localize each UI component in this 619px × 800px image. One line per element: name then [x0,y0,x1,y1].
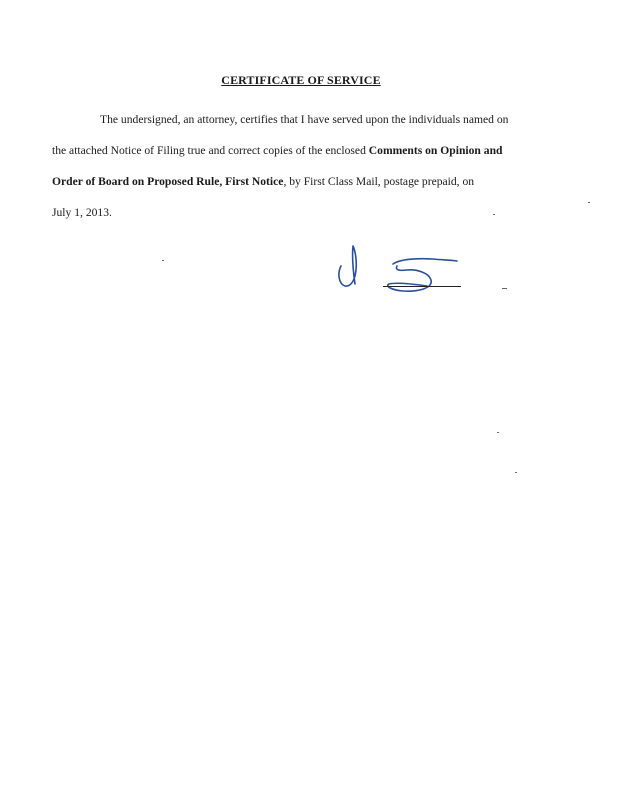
body-line-4 [52,197,552,228]
body-line-1 [52,104,552,135]
certificate-body [52,104,552,228]
body-line-2-text: the attached Notice of Filing true and correct copies of the enclosed [52,144,369,157]
document-title-bold-2: Order of Board on Proposed Rule, First Notice [52,175,284,188]
scan-speck [502,288,507,289]
scan-speck [497,432,499,433]
service-date: July 1, 2013. [52,206,112,219]
scan-speck [493,214,495,215]
body-line-3-text: , by First Class Mail, postage prepaid, on [283,175,475,188]
handwritten-signature [333,240,473,300]
document-title-bold-1: Comments on Opinion and [368,144,503,157]
scan-speck [162,260,164,261]
body-line-3 [52,166,552,197]
body-line-2 [52,135,552,166]
certificate-title: CERTIFICATE OF SERVICE [221,73,381,87]
scan-speck [588,202,590,203]
scan-speck [515,472,517,473]
signature-line [383,286,461,287]
body-line-1-text: The undersigned, an attorney, certifies that I have served upon the individuals named on [100,113,509,126]
